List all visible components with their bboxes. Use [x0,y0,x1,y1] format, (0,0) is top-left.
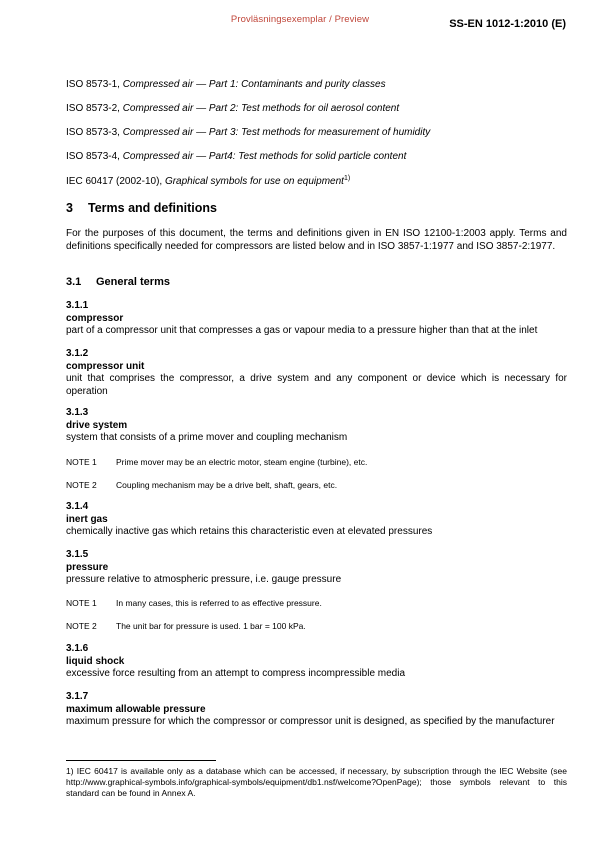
reference-title: Compressed air — Part 1: Contaminants and purity classes [122,79,386,90]
term-name: maximum allowable pressure [66,703,206,715]
section-number: 3 [66,201,73,215]
reference-title: Compressed air — Part 2: Test methods for oil aerosol content [122,103,400,114]
footnote: 1) IEC 60417 is available only as a database which can be accessed, if necessary, by subscription through the IEC Website (see http://www.graphical-symbols.info/graphical-symbols/equipment/db1.nsf/welcome?OpenPage); those symbols relevant to this standard can be found in Annex A. [66,766,567,798]
note-label: NOTE 1 [66,598,97,608]
term-definition: part of a compressor unit that compresses a gas or vapour media to a pressure higher than that at the inlet [66,325,538,336]
term-definition: chemically inactive gas which retains this characteristic even at elevated pressures [66,526,433,537]
term-entry-drive-system [66,407,567,445]
term-definition: system that consists of a prime mover and coupling mechanism [66,432,348,443]
term-name: compressor [66,312,124,324]
section-3-1-heading [66,276,567,289]
reference-title: Compressed air — Part4: Test methods for solid particle content [122,151,407,162]
term-definition: pressure relative to atmospheric pressure, i.e. gauge pressure [66,574,342,585]
document-id: SS-EN 1012-1:2010 (E) [449,18,566,30]
term-number: 3.1.3 [66,407,89,418]
term-name: compressor unit [66,360,145,372]
term-definition: excessive force resulting from an attempt to compress incompressible media [66,668,406,679]
reference-code: IEC 60417 (2002-10), [66,176,163,187]
section-title: General terms [96,276,170,288]
reference-iso-8573-4 [66,151,567,164]
note [66,479,567,492]
term-name: inert gas [66,513,108,525]
term-entry-maximum-allowable-pressure [66,691,567,729]
preview-watermark: Provläsningsexemplar / Preview [230,14,370,25]
term-number: 3.1.4 [66,501,89,512]
term-definition: unit that comprises the compressor, a drive system and any component or device which is necessary for operation [66,373,567,397]
reference-iso-8573-3 [66,127,567,140]
term-name: liquid shock [66,655,125,667]
reference-code: ISO 8573-1, [66,79,120,90]
footnote-divider [66,760,216,761]
term-number: 3.1.1 [66,300,89,311]
reference-title: Compressed air — Part 3: Test methods for measurement of humidity [122,127,431,138]
reference-iso-8573-2 [66,103,567,116]
reference-code: ISO 8573-4, [66,151,120,162]
note-text: The unit bar for pressure is used. 1 bar = 100 kPa. [116,621,306,631]
note-label: NOTE 2 [66,480,97,490]
section-3-intro: For the purposes of this document, the terms and definitions given in EN ISO 12100-1:2003 apply. Terms and definitions specifically needed for compressors are listed below and in ISO 3857-1:1977 and ISO 3857-2:1977. [66,228,567,252]
reference-title: Graphical symbols for use on equipment [164,176,344,187]
term-entry-compressor-unit [66,348,567,398]
note [66,597,567,610]
section-3-heading [66,202,567,215]
term-entry-compressor [66,300,567,338]
term-entry-liquid-shock [66,643,567,681]
term-entry-pressure [66,549,567,587]
section-number: 3.1 [66,276,82,288]
term-name: drive system [66,419,128,431]
term-number: 3.1.5 [66,549,89,560]
reference-iec-60417 [66,176,567,189]
term-name: pressure [66,561,109,573]
term-definition: maximum pressure for which the compressor or compressor unit is designed, as specified by the manufacturer [66,716,555,727]
note [66,456,567,469]
term-entry-inert-gas [66,501,567,539]
reference-iso-8573-1 [66,79,567,92]
note-label: NOTE 1 [66,457,97,467]
note-text: Coupling mechanism may be a drive belt, shaft, gears, etc. [116,480,338,490]
term-number: 3.1.2 [66,348,89,359]
term-number: 3.1.6 [66,643,89,654]
note-text: Prime mover may be an electric motor, steam engine (turbine), etc. [116,457,368,467]
reference-code: ISO 8573-3, [66,127,120,138]
section-title: Terms and definitions [88,201,217,215]
note-label: NOTE 2 [66,621,97,631]
reference-code: ISO 8573-2, [66,103,120,114]
note-text: In many cases, this is referred to as effective pressure. [116,598,322,608]
footnote-marker: 1) [343,175,351,182]
note [66,620,567,633]
term-number: 3.1.7 [66,691,89,702]
